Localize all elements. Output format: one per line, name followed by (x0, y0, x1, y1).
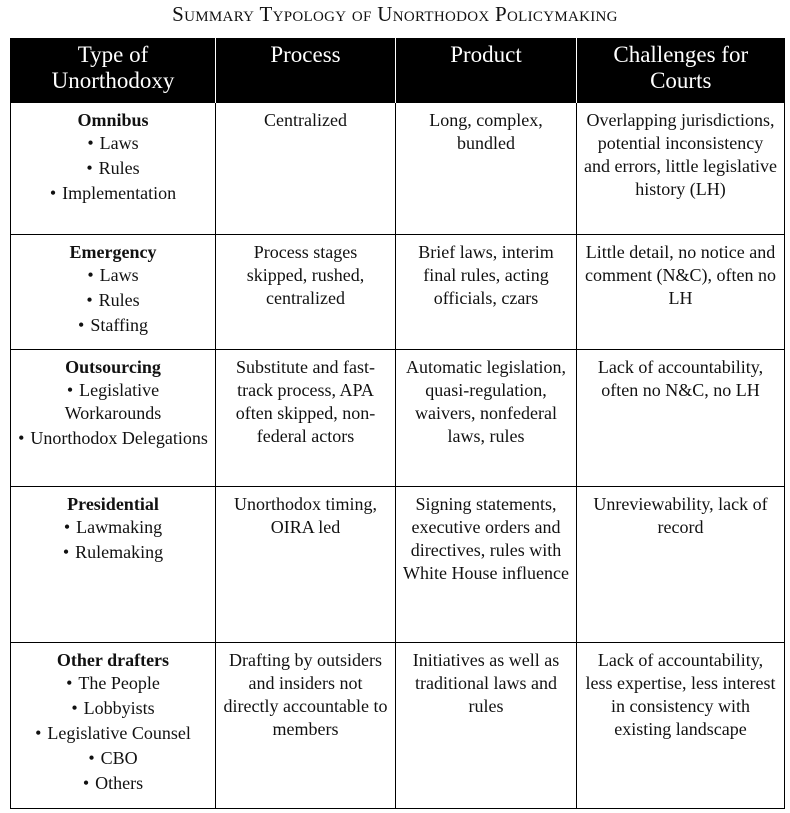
category-label: Emergency (69, 242, 157, 262)
table-row (11, 487, 785, 643)
process-cell-text: Centralized (264, 110, 347, 130)
type-cell (11, 235, 216, 350)
list-item: • Unorthodox Delegations (17, 427, 209, 452)
product-cell (396, 487, 577, 643)
process-cell (216, 103, 396, 235)
list-item: • Rules (17, 289, 209, 314)
typology-table (10, 38, 785, 809)
type-cell (11, 103, 216, 235)
process-cell-text: Drafting by outsiders and insiders not directly accountable to members (223, 650, 388, 739)
table-row (11, 350, 785, 487)
product-cell-text: Automatic legislation, quasi-regulation, waivers, nonfederal laws, rules (406, 357, 566, 446)
list-item: • Legislative Counsel (17, 722, 209, 747)
list-item: • Lobbyists (17, 697, 209, 722)
process-cell (216, 643, 396, 809)
category-items (17, 379, 209, 452)
process-cell-text: Unorthodox timing, OIRA led (234, 494, 377, 537)
header-type: Type of Unorthodoxy (11, 38, 216, 103)
product-cell-text: Initiatives as well as traditional laws and rules (412, 650, 560, 716)
product-cell (396, 643, 577, 809)
table-body (11, 103, 785, 809)
product-cell (396, 350, 577, 487)
type-cell (11, 350, 216, 487)
list-item: • Others (17, 772, 209, 797)
list-item: • Rulemaking (17, 541, 209, 566)
type-cell (11, 643, 216, 809)
category-items (17, 132, 209, 207)
challenges-cell-text: Lack of accountability, less expertise, less interest in consistency with existing landscape (585, 650, 776, 739)
challenges-cell (577, 487, 785, 643)
list-item: • Laws (17, 132, 209, 157)
challenges-cell-text: Unreviewability, lack of record (593, 494, 768, 537)
challenges-cell (577, 235, 785, 350)
process-cell (216, 350, 396, 487)
product-cell-text: Brief laws, interim final rules, acting officials, czars (418, 242, 554, 308)
challenges-cell (577, 350, 785, 487)
product-cell-text: Long, complex, bundled (429, 110, 543, 153)
product-cell (396, 103, 577, 235)
process-cell (216, 235, 396, 350)
category-label: Omnibus (77, 110, 149, 130)
challenges-cell (577, 643, 785, 809)
category-items (17, 264, 209, 339)
list-item: • Lawmaking (17, 516, 209, 541)
list-item: • Staffing (17, 314, 209, 339)
type-cell (11, 487, 216, 643)
challenges-cell-text: Lack of accountability, often no N&C, no LH (597, 357, 764, 400)
header-product: Product (396, 38, 577, 103)
list-item: • Rules (17, 157, 209, 182)
category-items (17, 672, 209, 797)
table-title: Summary Typology of Unorthodox Policymaking (172, 2, 618, 26)
header-row (11, 38, 785, 103)
list-item: • Implementation (17, 182, 209, 207)
header-challenges: Challenges for Courts (577, 38, 785, 103)
challenges-cell-text: Little detail, no notice and comment (N&C), often no LH (585, 242, 776, 308)
list-item: • Legislative Workarounds (17, 379, 209, 427)
category-label: Other drafters (56, 650, 170, 670)
process-cell-text: Substitute and fast-track process, APA often skipped, non-federal actors (235, 357, 376, 446)
process-cell (216, 487, 396, 643)
product-cell (396, 235, 577, 350)
list-item: • Laws (17, 264, 209, 289)
category-label: Outsourcing (65, 357, 161, 377)
category-items (17, 516, 209, 566)
category-label: Presidential (67, 494, 159, 514)
process-cell-text: Process stages skipped, rushed, centralized (246, 242, 365, 308)
challenges-cell (577, 103, 785, 235)
header-process: Process (216, 38, 396, 103)
list-item: • CBO (17, 747, 209, 772)
product-cell-text: Signing statements, executive orders and directives, rules with White House influence (403, 494, 569, 583)
table-row (11, 103, 785, 235)
table-row (11, 643, 785, 809)
list-item: • The People (17, 672, 209, 697)
challenges-cell-text: Overlapping jurisdictions, potential inconsistency and errors, little legislative history (LH) (584, 110, 777, 199)
table-row (11, 235, 785, 350)
